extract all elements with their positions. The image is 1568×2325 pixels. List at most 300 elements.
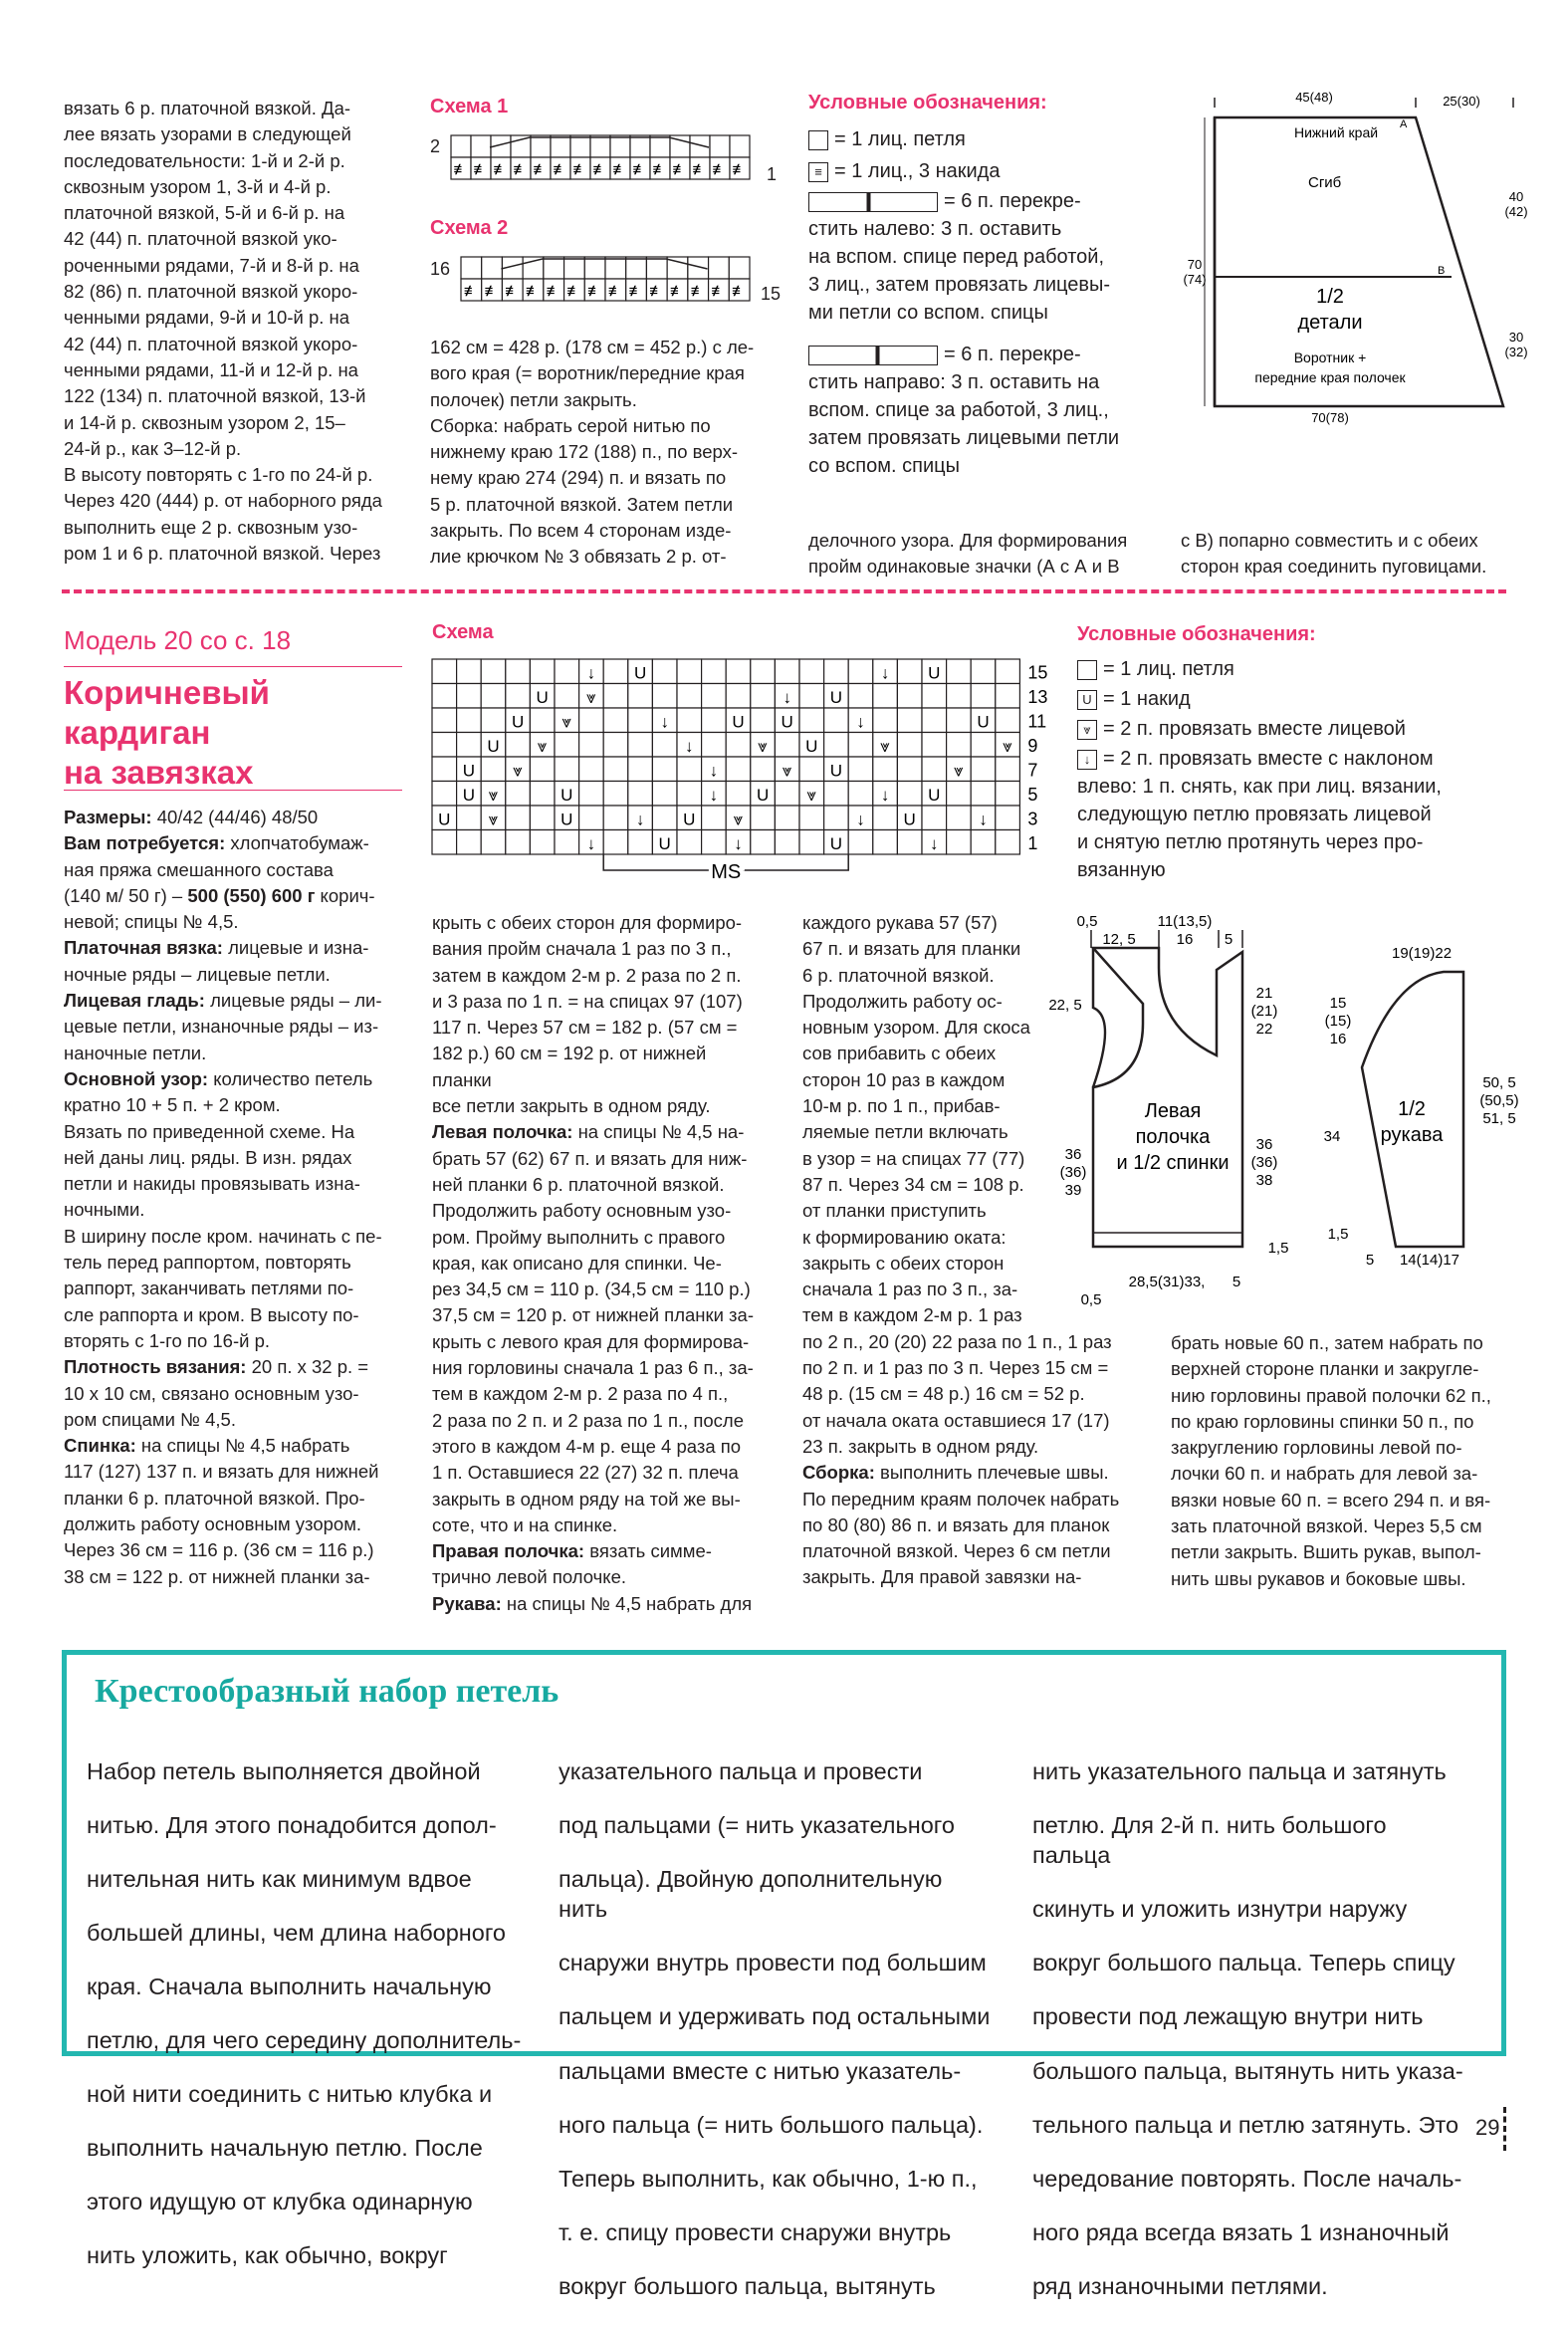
scheme-cell — [751, 684, 776, 709]
scheme-cell — [451, 135, 471, 157]
k2tog-icon: ⩔ — [537, 737, 548, 756]
text-line: лочки 60 п. и набрать для левой за- — [1171, 1463, 1478, 1485]
text-line: 37,5 см = 120 р. от нижней планки за- — [432, 1304, 754, 1326]
info-box-title: Крестообразный набор петель — [95, 1673, 560, 1710]
three-yarnovers-icon: ≢ — [670, 283, 685, 300]
scheme-cell — [544, 257, 564, 279]
scheme-cell — [799, 806, 824, 830]
front-r7: 1,5 — [1267, 1240, 1289, 1257]
text-line: петли закрыть. Вшить рукав, выпол- — [1171, 1541, 1481, 1563]
text-line: по краю горловины спинки 50 п., по — [1171, 1410, 1474, 1432]
text-line: 1 п. Оставшиеся 22 (27) 32 п. плеча — [432, 1462, 739, 1484]
front-t4: 16 — [1176, 931, 1194, 948]
text-line: должить работу основным узором. — [64, 1513, 362, 1535]
text-line: края. Сначала выполнить начальную — [87, 1973, 492, 1999]
text-line: 117 (127) 137 п. и вязать для нижней — [64, 1461, 379, 1483]
text-line: 42 (44) п. платочной вязкой укоро- — [64, 333, 358, 354]
text-line: платочной вязкой. Через 6 см петли — [802, 1540, 1111, 1562]
collar-bottom-edge-label: Нижний край — [1294, 124, 1379, 140]
k2tog-icon: ⩔ — [586, 688, 596, 707]
top-legend-knit: = 1 лиц. петля — [808, 125, 966, 153]
text-line: ного пальца (= нить большого пальца). — [559, 2111, 984, 2138]
scheme-cell — [603, 659, 628, 684]
knit-stitch-icon — [808, 130, 828, 150]
text-line: 87 п. Через 34 см = 108 р. — [802, 1173, 1024, 1195]
front-diagram — [1047, 908, 1316, 1306]
three-yarnovers-icon: ≢ — [712, 161, 728, 178]
top-legend-cross-right: = 6 п. перекре- стить направо: 3 п. оставить на вспом. спице за работой, 3 лиц., затем провязать лицевыми петли со вспом. спицы — [808, 344, 1120, 477]
three-yarnovers-icon: ≢ — [672, 161, 688, 178]
text-line: выполнить еще 2 р. сквозным узо- — [64, 516, 358, 538]
ssk-icon: ↓ — [586, 834, 596, 853]
text-line: Вязать по приведенной схеме. На — [64, 1120, 355, 1142]
scheme-cell — [481, 684, 506, 709]
scheme-cell — [506, 659, 531, 684]
yarnover-icon: U — [633, 663, 647, 683]
text-line: последовательности: 1-й и 2-й р. — [64, 149, 345, 171]
scheme-cell — [922, 708, 947, 733]
text-line: чередование повторять. После началь- — [1032, 2165, 1462, 2192]
text-line: нему краю 274 (294) п. и вязать по — [430, 467, 727, 489]
scheme-cell — [481, 757, 506, 782]
front-b1: 28,5(31)33, — [1128, 1274, 1206, 1290]
three-yarnovers-icon: ≢ — [632, 161, 648, 178]
text-line: Теперь выполнить, как обычно, 1-ю п., — [559, 2165, 978, 2192]
text-line: вокруг большого пальца. Теперь спицу — [1032, 1950, 1456, 1976]
top-legend-title: Условные обозначения: — [808, 92, 1047, 114]
ssk-icon: ↓ — [734, 834, 743, 853]
scheme-cell — [457, 659, 482, 684]
ssk-icon: ↓ — [930, 834, 939, 853]
text-line: большого пальца, вытянуть нить указа- — [1032, 2057, 1463, 2084]
k2tog-icon: ⩔ — [806, 786, 817, 805]
scheme-cell — [751, 757, 776, 782]
scheme-cell — [726, 782, 751, 807]
k2tog-icon: ⩔ — [488, 810, 499, 829]
text-line: т. е. спицу провести снаружи внутрь — [559, 2218, 952, 2245]
text-line: Основной узор: количество петель — [64, 1067, 373, 1089]
text-line: скинуть и уложить изнутри наружу — [1032, 1896, 1408, 1923]
text-line: По передним краям полочек набрать — [802, 1488, 1120, 1510]
text-line: 122 (134) п. платочной вязкой, 13-й — [64, 385, 366, 407]
scheme-cell — [702, 830, 727, 855]
scheme-cell — [873, 708, 898, 733]
text-line: соте, что и на спинке. — [432, 1513, 618, 1535]
scheme-cell — [506, 782, 531, 807]
front-t5: 5 — [1224, 931, 1233, 948]
k2tog-icon: ⩔ — [488, 786, 499, 805]
collar-mark-b: B — [1438, 265, 1446, 277]
text-line: нитью. Для этого понадобится допол- — [87, 1811, 497, 1838]
text-line: Продолжить работу ос- — [802, 990, 1003, 1012]
scheme-cell — [947, 708, 972, 733]
text-line: по 2 п., 20 (20) 22 раза по 1 п., 1 раз — [802, 1330, 1112, 1352]
scheme-cell — [726, 659, 751, 684]
scheme-cell — [579, 806, 604, 830]
yarnover-icon: U — [756, 786, 770, 805]
text-line: ной нити соединить с нитью клубка и — [87, 2081, 493, 2108]
scheme-cell — [922, 733, 947, 758]
scheme-cell — [775, 733, 799, 758]
text-line: большей длины, чем длина наборного — [87, 1919, 506, 1946]
text-line: этого идущую от клубка одинарную — [87, 2189, 473, 2215]
scheme-cell — [677, 782, 702, 807]
text-line: 10 х 10 см, связано основным узо- — [64, 1382, 359, 1404]
scheme-cell — [947, 659, 972, 684]
model-ref: Модель 20 со с. 18 — [64, 625, 292, 655]
three-yarnovers-icon: ≢ — [732, 161, 748, 178]
scheme-cell — [702, 733, 727, 758]
front-c1: Левая — [1144, 1100, 1202, 1122]
scheme-cell — [799, 684, 824, 709]
text-line: Правая полочка: вязать симме- — [432, 1540, 712, 1562]
scheme-cell — [603, 684, 628, 709]
scheme-cell — [555, 684, 579, 709]
front-c3: и 1/2 спинки — [1116, 1152, 1230, 1174]
text-line: наночные петли. — [64, 1042, 207, 1063]
text-line: нить швы рукавов и боковые швы. — [1171, 1567, 1466, 1589]
text-line: от начала оката оставшиеся 17 (17) — [802, 1409, 1110, 1431]
three-yarnovers-icon: ≢ — [453, 161, 469, 178]
text-line: закрыть с обеих сторон — [802, 1252, 1005, 1274]
scheme-cell — [457, 708, 482, 733]
scheme-cell — [922, 806, 947, 830]
text-line: Размеры: 40/42 (44/46) 48/50 — [64, 807, 319, 827]
scheme-cell — [775, 782, 799, 807]
scheme-cell — [947, 806, 972, 830]
text-line: лие крючком № 3 обвязать 2 р. от- — [430, 546, 727, 568]
collar-center3: Воротник + — [1293, 349, 1367, 365]
text-line: сторон 10 раз в каждом — [802, 1068, 1006, 1090]
text-line: указательного пальца и провести — [559, 1757, 923, 1784]
scheme2-title: Схема 2 — [430, 217, 509, 239]
scheme-cell — [873, 806, 898, 830]
front-t1: 0,5 — [1076, 913, 1098, 930]
front-l3: (36) — [1059, 1164, 1087, 1181]
page-number-rule — [1503, 2107, 1506, 2151]
three-yarnovers-icon: ≢ — [711, 283, 727, 300]
scheme-cell — [457, 830, 482, 855]
scheme-cell — [432, 659, 457, 684]
scheme-cell — [481, 830, 506, 855]
scheme-cell — [530, 830, 555, 855]
text-line: края, как описано для спинки. Че- — [432, 1252, 722, 1274]
text-line: ром спицами № 4,5. — [64, 1408, 236, 1430]
yarnover-icon: U — [438, 810, 451, 829]
scheme-cell — [775, 806, 799, 830]
yarnover-icon: U — [977, 712, 990, 732]
scheme-cell — [824, 782, 849, 807]
page-number: 29 — [1475, 2115, 1500, 2140]
scheme-cell — [996, 806, 1020, 830]
scheme-cell — [650, 135, 670, 157]
yarnover-icon: U — [683, 810, 696, 829]
k2tog-icon: ⩔ — [1003, 737, 1012, 756]
text-line: все петли закрыть в одном ряду. — [432, 1095, 711, 1117]
scheme-cell — [897, 757, 922, 782]
text-line: пальцем и удерживать под остальными — [559, 2003, 991, 2030]
text-line: 42 (44) п. платочной вязкой уко- — [64, 228, 337, 250]
text-line: и 3 раза по 1 п. = на спицах 97 (107) — [432, 990, 743, 1012]
scheme-cell — [457, 806, 482, 830]
text-line: 6 р. платочной вязкой. — [802, 964, 995, 986]
scheme-cell — [551, 135, 570, 157]
ssk-icon: ↓ — [635, 810, 645, 829]
sleeve-l4: 34 — [1324, 1128, 1341, 1145]
scheme-cell — [677, 757, 702, 782]
text-line: Сборка: выполнить плечевые швы. — [802, 1462, 1109, 1484]
scheme-cell — [432, 757, 457, 782]
front-b3: 0,5 — [1080, 1291, 1102, 1306]
scheme-cell — [603, 733, 628, 758]
sleeve-l3: 16 — [1329, 1031, 1347, 1047]
scheme-cell — [799, 708, 824, 733]
text-line: 162 см = 428 р. (178 см = 452 р.) с ле- — [430, 337, 755, 357]
sleeve-t1: 19(19)22 — [1392, 945, 1453, 962]
scheme-cell — [751, 806, 776, 830]
text-line: тем в каждом 2-м р. 2 раза по 4 п., — [432, 1383, 729, 1405]
text-line: от планки приступить — [802, 1200, 987, 1222]
yarnover-icon: U — [732, 712, 745, 732]
text-line: и 14-й р. сквозным узором 2, 15– — [64, 411, 345, 433]
scheme-cell — [579, 733, 604, 758]
scheme-cell — [481, 708, 506, 733]
text-line: цевые петли, изнаночные ряды – из- — [64, 1016, 379, 1038]
k2tog-icon: ⩔ — [954, 761, 964, 781]
scheme-cell — [996, 782, 1020, 807]
section-divider — [62, 589, 1506, 593]
scheme-cell — [824, 659, 849, 684]
collar-top-right-dim: 25(30) — [1443, 94, 1480, 109]
scheme-cell — [897, 684, 922, 709]
scheme-cell — [677, 684, 702, 709]
text-line: тем в каждом 2-м р. 1 раз — [802, 1304, 1022, 1326]
scheme-cell — [775, 830, 799, 855]
scheme-cell — [702, 659, 727, 684]
text-line: закрыть в одном ряду на той же вы- — [432, 1488, 741, 1510]
text-line: закрыть. Для правой завязки на- — [802, 1566, 1082, 1588]
scheme-cell — [471, 135, 491, 157]
scheme-cell — [848, 757, 873, 782]
scheme-cell — [873, 684, 898, 709]
three-yarnovers-icon: ≢ — [690, 283, 706, 300]
text-line: снаружи внутрь провести под большим — [559, 1950, 987, 1976]
collar-right-dim3: 30 — [1508, 330, 1524, 345]
model-legend-title: Условные обозначения: — [1077, 623, 1316, 645]
text-line: нить уложить, как обычно, вокруг — [87, 2242, 448, 2269]
scheme-cell — [824, 806, 849, 830]
scheme-cell — [555, 733, 579, 758]
info-box-col2 — [559, 1733, 997, 2325]
collar-center4: передние края полочек — [1254, 369, 1406, 385]
text-line: сначала 1 раз по 3 п., за- — [802, 1279, 1018, 1300]
collar-diagram — [1175, 88, 1533, 426]
front-r4: 36 — [1255, 1136, 1273, 1153]
text-line: Набор петель выполняется двойной — [87, 1757, 481, 1784]
yarnover-icon: U — [560, 810, 573, 829]
scheme-cell — [873, 830, 898, 855]
knit-stitch-icon — [1077, 660, 1097, 680]
scheme-cell — [677, 659, 702, 684]
scheme-cell — [628, 733, 653, 758]
text-line: сле раппорта и кром. В высоту по- — [64, 1303, 359, 1325]
scheme-cell — [677, 708, 702, 733]
text-line: Плотность вязания: 20 п. х 32 р. = — [64, 1356, 369, 1378]
yarnover-icon: U — [805, 737, 818, 756]
yarnover-icon: U — [462, 761, 476, 781]
row-number: 11 — [1027, 711, 1047, 732]
scheme-cell — [971, 830, 996, 855]
front-l4: 39 — [1064, 1182, 1082, 1199]
text-line: крыть с обеих сторон для формиро- — [432, 912, 743, 933]
ssk-icon: ↓ — [709, 786, 719, 805]
yarnover-icon: U — [1077, 690, 1097, 710]
ssk-icon: ↓ — [660, 712, 669, 732]
yarnover-icon: U — [903, 810, 916, 829]
three-yarnovers-icon: ≢ — [732, 283, 748, 300]
text-line: ная пряжа смешанного состава — [64, 858, 334, 880]
yarnover-icon: U — [928, 786, 941, 805]
front-t2: 11(13,5) — [1157, 913, 1213, 930]
text-line: нию горловины правой полочки 62 п., — [1171, 1384, 1491, 1406]
scheme2-row-bottom: 15 — [761, 284, 782, 304]
scheme-cell — [652, 806, 677, 830]
scheme1-title: Схема 1 — [430, 96, 509, 117]
text-line: ния горловины сначала 1 раз 6 п., за- — [432, 1357, 754, 1379]
text-line: Спинка: на спицы № 4,5 набрать — [64, 1435, 350, 1457]
text-line: вязки новые 60 п. = всего 294 п. и вя- — [1171, 1489, 1491, 1511]
ssk-icon: ↓ — [856, 810, 865, 829]
scheme-cell — [971, 684, 996, 709]
collar-mark-a: A — [1400, 118, 1408, 130]
three-yarnovers-icon: ≢ — [546, 283, 561, 300]
scheme-cell — [570, 135, 590, 157]
scheme-cell — [971, 733, 996, 758]
scheme-cell — [603, 757, 628, 782]
model-ref-underline — [64, 666, 402, 667]
scheme-cell — [432, 684, 457, 709]
text-line: платочной вязкой, 5-й и 6-й р. на — [64, 202, 345, 224]
sleeve-l2: (15) — [1324, 1013, 1352, 1030]
text-line: вокруг большого пальца, вытянуть — [559, 2272, 936, 2299]
model-col4-text — [1171, 1330, 1519, 1592]
scheme-cell — [461, 257, 482, 279]
scheme-cell — [555, 659, 579, 684]
text-line: 24-й р., как 3–12-й р. — [64, 437, 242, 459]
text-line: ночные ряды – лицевые петли. — [64, 963, 331, 985]
scheme-cell — [947, 782, 972, 807]
front-t3: 12, 5 — [1102, 931, 1136, 948]
scheme-cell — [626, 257, 647, 279]
text-line: пальцами вместе с нитью указатель- — [559, 2057, 962, 2084]
text-line: раппорт, заканчивать петлями по- — [64, 1278, 354, 1299]
three-yarnovers-icon: ≡ — [808, 162, 828, 182]
text-line: Через 420 (444) р. от наборного ряда — [64, 490, 382, 512]
front-b2: 5 — [1232, 1274, 1241, 1290]
scheme-cell — [506, 830, 531, 855]
sleeve-r2: (50,5) — [1479, 1092, 1519, 1109]
text-line: верхней стороне планки и закругле- — [1171, 1358, 1479, 1380]
k2tog-icon: ⩔ — [733, 810, 744, 829]
text-line: петлю. Для 2-й п. нить большого пальца — [1032, 1811, 1387, 1869]
collar-center1: 1/2 — [1316, 286, 1344, 308]
scheme-cell — [603, 782, 628, 807]
text-line: петли и накиды провязывать изна- — [64, 1173, 360, 1195]
text-line: роченными рядами, 7-й и 8-й р. на — [64, 254, 359, 276]
scheme-cell — [652, 659, 677, 684]
scheme-cell — [603, 830, 628, 855]
three-yarnovers-icon: ≢ — [473, 161, 489, 178]
yarnover-icon: U — [829, 761, 843, 781]
row-number: 15 — [1027, 662, 1048, 683]
scheme-cell — [897, 708, 922, 733]
three-yarnovers-icon: ≢ — [533, 161, 549, 178]
scheme-cell — [652, 684, 677, 709]
ssk-icon: ↓ — [880, 786, 890, 805]
text-line: делочного узора. Для формирования — [808, 530, 1128, 551]
scheme-cell — [799, 659, 824, 684]
scheme-cell — [523, 257, 544, 279]
text-line: 182 р.) 60 см = 192 р. от нижней планки — [432, 1043, 707, 1090]
text-line: вания пройм сначала 1 раз по 3 п., — [432, 938, 732, 960]
scheme-cell — [579, 782, 604, 807]
sleeve-diagram — [1324, 938, 1523, 1277]
three-yarnovers-icon: ≢ — [526, 283, 541, 300]
scheme2-chart — [460, 251, 755, 307]
collar-right-dim1: 40 — [1508, 189, 1524, 204]
ssk-icon: ↓ — [979, 810, 988, 829]
top-legend-cross-left: = 6 п. перекре- стить налево: 3 п. оставить на вспом. спице перед работой, 3 лиц., затем провязать лицевы- ми петли со вспом. спицы — [808, 190, 1111, 324]
text-line: кратно 10 + 5 п. + 2 кром. — [64, 1094, 281, 1116]
scheme-cell — [726, 733, 751, 758]
collar-left-dim2: (74) — [1183, 272, 1207, 287]
k2tog-icon: ⩔ — [561, 712, 572, 732]
text-line: с В) попарно совместить и с обеих — [1181, 530, 1478, 551]
yarnover-icon: U — [928, 663, 941, 683]
scheme-cell — [726, 684, 751, 709]
front-r3: 22 — [1255, 1021, 1273, 1038]
front-r6: 38 — [1255, 1172, 1273, 1189]
three-yarnovers-icon: ≢ — [612, 161, 628, 178]
scheme-cell — [530, 659, 555, 684]
scheme-cell — [947, 830, 972, 855]
ssk-icon: ↓ — [783, 688, 791, 707]
main-scheme-chart — [430, 657, 1067, 886]
scheme-cell — [564, 257, 585, 279]
scheme-cell — [710, 135, 730, 157]
three-yarnovers-icon: ≢ — [572, 161, 588, 178]
scheme-cell — [775, 659, 799, 684]
text-line: новным узором. Для скоса — [802, 1017, 1030, 1039]
scheme-cell — [590, 135, 610, 157]
collar-left-dim1: 70 — [1187, 257, 1203, 272]
scheme-cell — [922, 684, 947, 709]
scheme-cell — [530, 782, 555, 807]
three-yarnovers-icon: ≢ — [628, 283, 644, 300]
scheme-cell — [628, 708, 653, 733]
scheme-cell — [432, 830, 457, 855]
model-legend-knit: = 1 лиц. петля — [1077, 655, 1234, 683]
scheme-cell — [531, 135, 551, 157]
text-line: 67 п. и вязать для планки — [802, 938, 1021, 960]
scheme-cell — [579, 757, 604, 782]
scheme-cell — [511, 135, 531, 157]
text-line: ного ряда всегда вязать 1 изнаночный — [1032, 2218, 1450, 2245]
ssk-icon: ↓ — [685, 737, 694, 756]
three-yarnovers-icon: ≢ — [607, 283, 623, 300]
text-line: Продолжить работу основным узо- — [432, 1200, 732, 1222]
text-line: тель перед раппортом, повторять — [64, 1252, 351, 1274]
